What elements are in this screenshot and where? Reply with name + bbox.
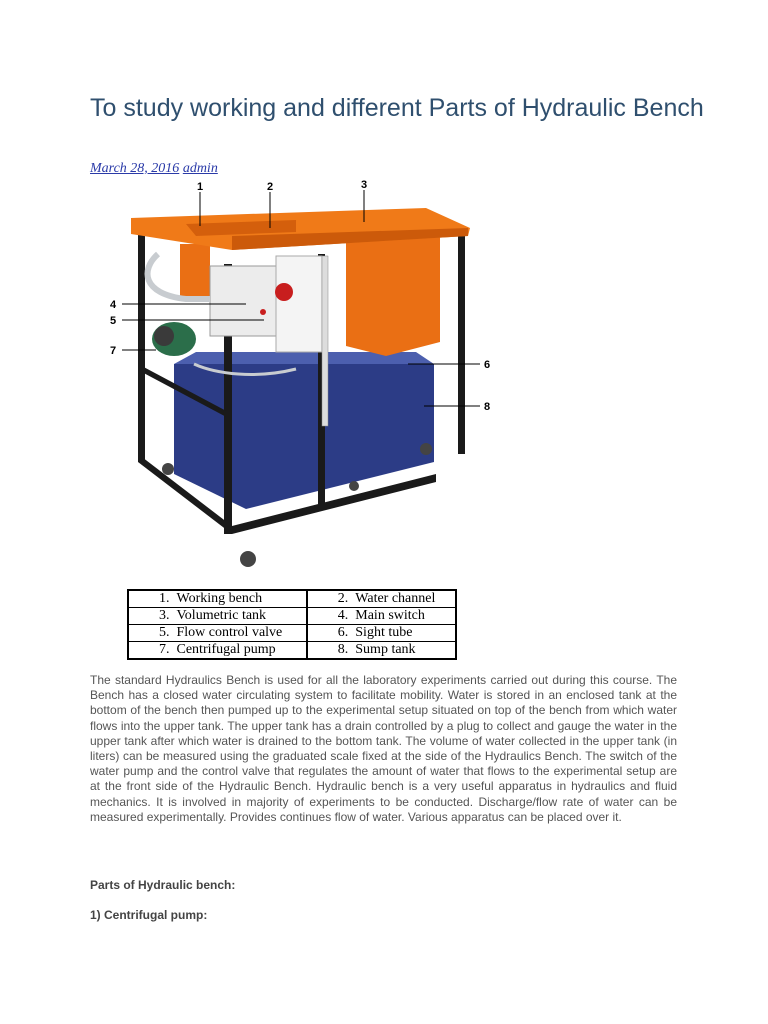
page-title: To study working and different Parts of Hydraulic Bench — [90, 94, 704, 122]
legend-label: Working bench — [176, 591, 263, 606]
legend-number: 2. — [337, 591, 349, 606]
legend-number: 3. — [159, 608, 170, 623]
legend-label: Main switch — [355, 608, 425, 623]
centrifugal-pump-heading: 1) Centrifugal pump: — [90, 908, 208, 922]
legend-cell-right — [307, 625, 456, 642]
legend-cell-left — [128, 608, 307, 625]
legend-cell-left — [128, 625, 307, 642]
legend-number: 6. — [337, 625, 349, 640]
legend-label: Sump tank — [355, 642, 416, 657]
callout-4: 4 — [110, 299, 117, 311]
legend-label: Volumetric tank — [176, 608, 267, 623]
control-panel-shape — [210, 266, 276, 336]
legend-cell-right — [307, 642, 456, 660]
legend-number: 7. — [159, 642, 170, 657]
parts-legend-table — [127, 589, 457, 660]
callout-6: 6 — [484, 359, 491, 371]
body-paragraph: The standard Hydraulics Bench is used for all the laboratory experiments carried out during this course. The Bench has a closed water circulating system to facilitate mobility. Water is stored in an enclosed tank at the bottom of the bench then pumped up to the experimental setup situated on top of the bench from which water flows into the upper tank. The upper tank has a drain controlled by a plug to collect and gauge the water in the upper tank after which water is drained to the bottom tank. The volume of water collected in the upper tank (in liters) can be measured using the graduated scale fixed at the side of the Hydraulics Bench. The switch of the water pump and the control valve that regulates the amount of water that flows to the experimental setup are at the front side of the Hydraulic Bench. Hydraulic bench is a very useful apparatus in hydraulics and fluid mechanics. It is involved in majority of experiments to be conducted. Discharge/flow rate of water can be measured experimentally. Provides continues flow of water. Various apparatus can be placed over it. — [90, 673, 677, 824]
hydraulic-bench-illustration — [96, 174, 512, 578]
legend-label: Water channel — [355, 591, 436, 606]
legend-number: 1. — [159, 591, 170, 606]
legend-number: 5. — [159, 625, 170, 640]
legend-cell-left — [128, 642, 307, 660]
callout-5: 5 — [110, 315, 117, 327]
legend-label: Sight tube — [355, 625, 413, 640]
post-date-link[interactable]: March 28, 2016 — [90, 161, 180, 176]
flow-control-valve-shape — [275, 283, 293, 301]
callout-3: 3 — [361, 179, 368, 191]
post-author-link[interactable]: admin — [182, 161, 218, 176]
legend-label: Centrifugal pump — [176, 642, 276, 657]
legend-cell-right — [307, 608, 456, 625]
parts-heading: Parts of Hydraulic bench: — [90, 878, 236, 892]
legend-label: Flow control valve — [176, 625, 283, 640]
callout-8: 8 — [484, 401, 491, 413]
sight-tube-shape — [322, 256, 328, 426]
hydraulic-bench-figure — [96, 174, 512, 578]
legend-row — [128, 608, 456, 625]
legend-row — [128, 642, 456, 660]
legend-number: 4. — [337, 608, 349, 623]
legend-number: 8. — [337, 642, 349, 657]
legend-row — [128, 625, 456, 642]
legend-row — [128, 590, 456, 608]
legend-cell-left — [128, 590, 307, 608]
callout-1: 1 — [197, 181, 204, 193]
volumetric-tank-shape — [346, 236, 440, 356]
legend-cell-right — [307, 590, 456, 608]
callout-2: 2 — [267, 181, 274, 193]
callout-7: 7 — [110, 345, 117, 357]
